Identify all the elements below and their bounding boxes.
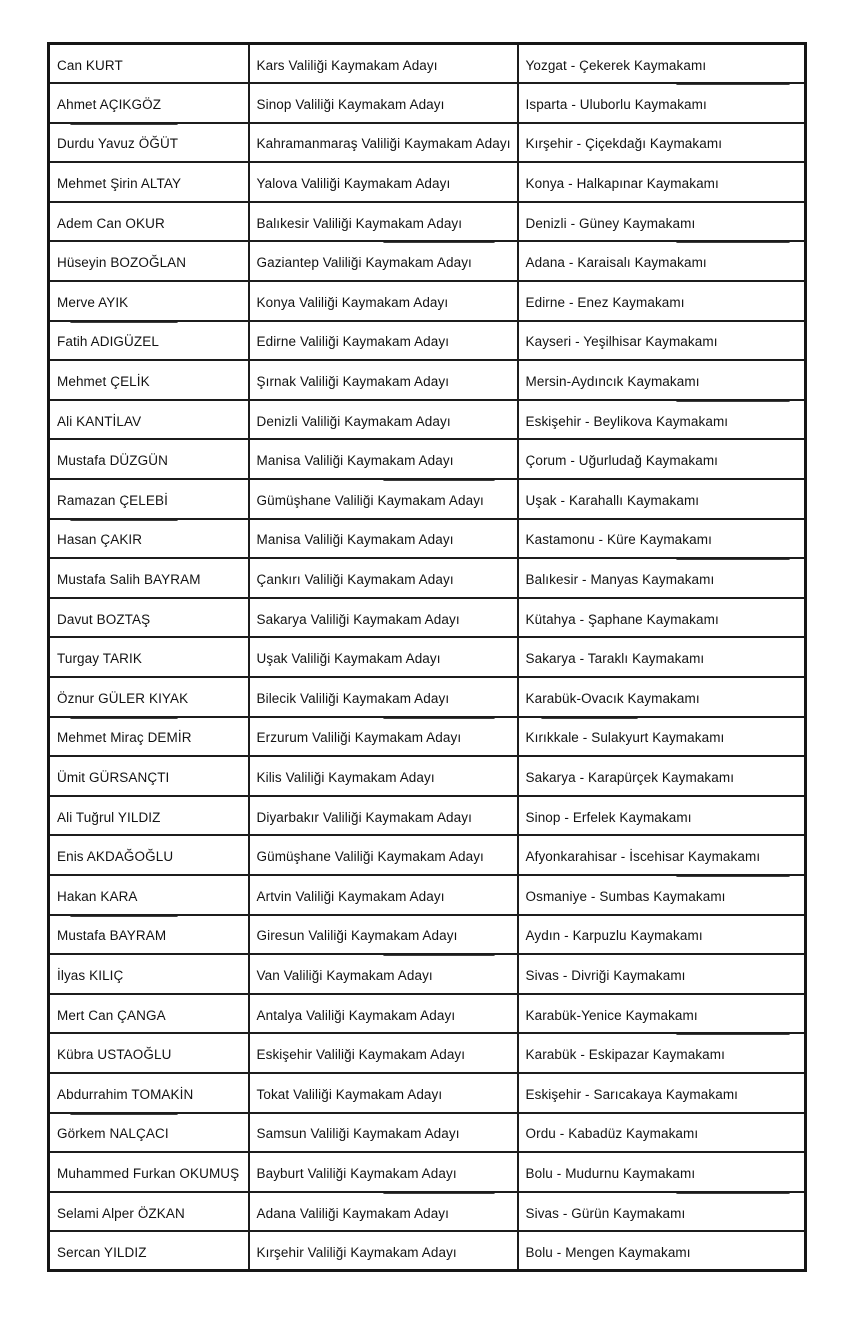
table-row	[49, 1192, 806, 1232]
current-position-cell: Balıkesir Valiliği Kaymakam Adayı	[249, 202, 518, 242]
current-position-cell: Uşak Valiliği Kaymakam Adayı	[249, 637, 518, 677]
new-appointment-cell: Aydın - Karpuzlu Kaymakamı	[518, 915, 806, 955]
candidate-name-cell: Selami Alper ÖZKAN	[49, 1192, 249, 1232]
candidate-name-cell: Mehmet ÇELİK	[49, 360, 249, 400]
table-row	[49, 994, 806, 1034]
new-appointment-cell: Kayseri - Yeşilhisar Kaymakamı	[518, 321, 806, 361]
current-position-cell: Diyarbakır Valiliği Kaymakam Adayı	[249, 796, 518, 836]
candidate-name-cell: Muhammed Furkan OKUMUŞ	[49, 1152, 249, 1192]
current-position-cell: Konya Valiliği Kaymakam Adayı	[249, 281, 518, 321]
new-appointment-cell: Sinop - Erfelek Kaymakamı	[518, 796, 806, 836]
table-row	[49, 915, 806, 955]
new-appointment-cell: Kastamonu - Küre Kaymakamı	[518, 519, 806, 559]
table-row	[49, 360, 806, 400]
new-appointment-cell: Karabük - Eskipazar Kaymakamı	[518, 1033, 806, 1073]
current-position-cell: Samsun Valiliği Kaymakam Adayı	[249, 1113, 518, 1153]
table-row	[49, 321, 806, 361]
table-row	[49, 1033, 806, 1073]
table-row	[49, 123, 806, 163]
table-row	[49, 439, 806, 479]
current-position-cell: Gümüşhane Valiliği Kaymakam Adayı	[249, 835, 518, 875]
new-appointment-cell: Sivas - Divriği Kaymakamı	[518, 954, 806, 994]
candidate-name-cell: Mehmet Şirin ALTAY	[49, 162, 249, 202]
table-row	[49, 241, 806, 281]
candidate-name-cell: Abdurrahim TOMAKİN	[49, 1073, 249, 1113]
table-row	[49, 83, 806, 123]
current-position-cell: Manisa Valiliği Kaymakam Adayı	[249, 439, 518, 479]
table-row	[49, 875, 806, 915]
candidate-name-cell: Fatih ADIGÜZEL	[49, 321, 249, 361]
new-appointment-cell: Adana - Karaisalı Kaymakamı	[518, 241, 806, 281]
current-position-cell: Kilis Valiliği Kaymakam Adayı	[249, 756, 518, 796]
current-position-cell: Bayburt Valiliği Kaymakam Adayı	[249, 1152, 518, 1192]
new-appointment-cell: Çorum - Uğurludağ Kaymakamı	[518, 439, 806, 479]
table-row	[49, 400, 806, 440]
current-position-cell: Yalova Valiliği Kaymakam Adayı	[249, 162, 518, 202]
new-appointment-cell: Afyonkarahisar - İscehisar Kaymakamı	[518, 835, 806, 875]
candidate-name-cell: Öznur GÜLER KIYAK	[49, 677, 249, 717]
appointments-table	[47, 42, 807, 1272]
new-appointment-cell: Yozgat - Çekerek Kaymakamı	[518, 44, 806, 84]
table-row	[49, 558, 806, 598]
current-position-cell: Çankırı Valiliği Kaymakam Adayı	[249, 558, 518, 598]
table-row	[49, 1073, 806, 1113]
new-appointment-cell: Karabük-Ovacık Kaymakamı	[518, 677, 806, 717]
current-position-cell: Denizli Valiliği Kaymakam Adayı	[249, 400, 518, 440]
candidate-name-cell: Mehmet Miraç DEMİR	[49, 717, 249, 757]
new-appointment-cell: Konya - Halkapınar Kaymakamı	[518, 162, 806, 202]
new-appointment-cell: Isparta - Uluborlu Kaymakamı	[518, 83, 806, 123]
current-position-cell: Artvin Valiliği Kaymakam Adayı	[249, 875, 518, 915]
new-appointment-cell: Bolu - Mengen Kaymakamı	[518, 1231, 806, 1271]
table-row	[49, 796, 806, 836]
candidate-name-cell: Enis AKDAĞOĞLU	[49, 835, 249, 875]
candidate-name-cell: Görkem NALÇACI	[49, 1113, 249, 1153]
current-position-cell: Sinop Valiliği Kaymakam Adayı	[249, 83, 518, 123]
candidate-name-cell: Hüseyin BOZOĞLAN	[49, 241, 249, 281]
new-appointment-cell: Bolu - Mudurnu Kaymakamı	[518, 1152, 806, 1192]
candidate-name-cell: Mustafa BAYRAM	[49, 915, 249, 955]
current-position-cell: Manisa Valiliği Kaymakam Adayı	[249, 519, 518, 559]
candidate-name-cell: Durdu Yavuz ÖĞÜT	[49, 123, 249, 163]
table-row	[49, 954, 806, 994]
new-appointment-cell: Ordu - Kabadüz Kaymakamı	[518, 1113, 806, 1153]
candidate-name-cell: Hasan ÇAKIR	[49, 519, 249, 559]
current-position-cell: Kırşehir Valiliği Kaymakam Adayı	[249, 1231, 518, 1271]
new-appointment-cell: Sivas - Gürün Kaymakamı	[518, 1192, 806, 1232]
candidate-name-cell: Davut BOZTAŞ	[49, 598, 249, 638]
current-position-cell: Van Valiliği Kaymakam Adayı	[249, 954, 518, 994]
table-row	[49, 598, 806, 638]
current-position-cell: Giresun Valiliği Kaymakam Adayı	[249, 915, 518, 955]
table-row	[49, 835, 806, 875]
current-position-cell: Edirne Valiliği Kaymakam Adayı	[249, 321, 518, 361]
table-row	[49, 756, 806, 796]
table-row	[49, 44, 806, 84]
candidate-name-cell: Mustafa DÜZGÜN	[49, 439, 249, 479]
new-appointment-cell: Sakarya - Karapürçek Kaymakamı	[518, 756, 806, 796]
table-row	[49, 281, 806, 321]
current-position-cell: Gümüşhane Valiliği Kaymakam Adayı	[249, 479, 518, 519]
new-appointment-cell: Osmaniye - Sumbas Kaymakamı	[518, 875, 806, 915]
new-appointment-cell: Sakarya - Taraklı Kaymakamı	[518, 637, 806, 677]
candidate-name-cell: Ali KANTİLAV	[49, 400, 249, 440]
current-position-cell: Antalya Valiliği Kaymakam Adayı	[249, 994, 518, 1034]
candidate-name-cell: Ali Tuğrul YILDIZ	[49, 796, 249, 836]
new-appointment-cell: Eskişehir - Sarıcakaya Kaymakamı	[518, 1073, 806, 1113]
new-appointment-cell: Denizli - Güney Kaymakamı	[518, 202, 806, 242]
new-appointment-cell: Kırıkkale - Sulakyurt Kaymakamı	[518, 717, 806, 757]
appointments-table-body	[49, 44, 806, 1271]
candidate-name-cell: Sercan YILDIZ	[49, 1231, 249, 1271]
candidate-name-cell: Mert Can ÇANGA	[49, 994, 249, 1034]
table-row	[49, 1231, 806, 1271]
table-row	[49, 479, 806, 519]
current-position-cell: Eskişehir Valiliği Kaymakam Adayı	[249, 1033, 518, 1073]
candidate-name-cell: İlyas KILIÇ	[49, 954, 249, 994]
current-position-cell: Sakarya Valiliği Kaymakam Adayı	[249, 598, 518, 638]
current-position-cell: Bilecik Valiliği Kaymakam Adayı	[249, 677, 518, 717]
table-row	[49, 1113, 806, 1153]
candidate-name-cell: Merve AYIK	[49, 281, 249, 321]
candidate-name-cell: Hakan KARA	[49, 875, 249, 915]
table-row	[49, 717, 806, 757]
current-position-cell: Kars Valiliği Kaymakam Adayı	[249, 44, 518, 84]
new-appointment-cell: Edirne - Enez Kaymakamı	[518, 281, 806, 321]
current-position-cell: Erzurum Valiliği Kaymakam Adayı	[249, 717, 518, 757]
current-position-cell: Şırnak Valiliği Kaymakam Adayı	[249, 360, 518, 400]
candidate-name-cell: Ahmet AÇIKGÖZ	[49, 83, 249, 123]
new-appointment-cell: Kırşehir - Çiçekdağı Kaymakamı	[518, 123, 806, 163]
candidate-name-cell: Mustafa Salih BAYRAM	[49, 558, 249, 598]
table-row	[49, 1152, 806, 1192]
candidate-name-cell: Can KURT	[49, 44, 249, 84]
new-appointment-cell: Eskişehir - Beylikova Kaymakamı	[518, 400, 806, 440]
candidate-name-cell: Kübra USTAOĞLU	[49, 1033, 249, 1073]
new-appointment-cell: Karabük-Yenice Kaymakamı	[518, 994, 806, 1034]
current-position-cell: Tokat Valiliği Kaymakam Adayı	[249, 1073, 518, 1113]
new-appointment-cell: Mersin-Aydıncık Kaymakamı	[518, 360, 806, 400]
table-row	[49, 637, 806, 677]
candidate-name-cell: Adem Can OKUR	[49, 202, 249, 242]
current-position-cell: Adana Valiliği Kaymakam Adayı	[249, 1192, 518, 1232]
table-row	[49, 202, 806, 242]
new-appointment-cell: Uşak - Karahallı Kaymakamı	[518, 479, 806, 519]
current-position-cell: Gaziantep Valiliği Kaymakam Adayı	[249, 241, 518, 281]
candidate-name-cell: Ümit GÜRSANÇTI	[49, 756, 249, 796]
candidate-name-cell: Ramazan ÇELEBİ	[49, 479, 249, 519]
new-appointment-cell: Kütahya - Şaphane Kaymakamı	[518, 598, 806, 638]
table-row	[49, 677, 806, 717]
candidate-name-cell: Turgay TARIK	[49, 637, 249, 677]
table-row	[49, 162, 806, 202]
new-appointment-cell: Balıkesir - Manyas Kaymakamı	[518, 558, 806, 598]
current-position-cell: Kahramanmaraş Valiliği Kaymakam Adayı	[249, 123, 518, 163]
table-row	[49, 519, 806, 559]
